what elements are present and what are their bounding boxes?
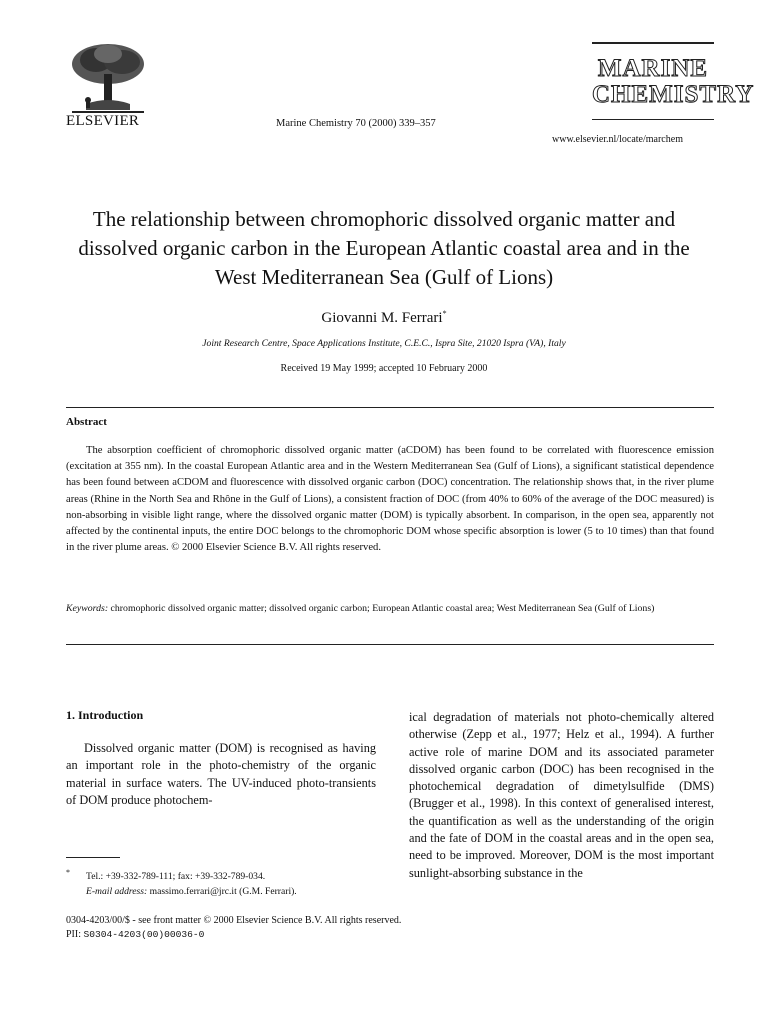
email-label: E-mail address: (86, 885, 148, 897)
journal-url[interactable]: www.elsevier.nl/locate/marchem (552, 134, 683, 145)
masthead-bottom-rule (592, 119, 714, 120)
author-line (60, 309, 708, 327)
journal-reference: Marine Chemistry 70 (2000) 339–357 (276, 118, 436, 129)
footnote-contact: Tel.: +39-332-789-111; fax: +39-332-789-034. (86, 871, 266, 883)
body-right-column: ical degradation of materials not photo-chemically altered otherwise (Zepp et al., 1977; Helz et al., 1994). A further active role of marine DOM and its associated parameter dissolved organic carbon (DOC) has been recognised in the photochemical degradation of dimetylsulfide (DMS) (Brugger et al., 1998). In this context of generalised interest, the quantification as well as the understanding of the origin and the fate of DOM in the coastal areas and in the open sea, need to be improved. Moreover, DOM is the most important sunlight-absorbing substance in the (409, 710, 714, 880)
received-dates: Received 19 May 1999; accepted 10 February 2000 (280, 363, 488, 374)
abstract-bottom-rule (66, 644, 714, 645)
author-footnote (66, 866, 386, 899)
author-affiliation: Joint Research Centre, Space Applications Institute, C.E.C., Ispra Site, 21020 Ispra (VA), Italy (202, 338, 566, 349)
elsevier-tree-logo-icon (66, 40, 150, 116)
front-matter-line: 0304-4203/00/$ - see front matter © 2000 Elsevier Science B.V. All rights reserved. (66, 915, 402, 926)
keywords-text: chromophoric dissolved organic matter; dissolved organic carbon; European Atlantic coastal area; West Mediterranean Sea (Gulf of Lions) (110, 603, 655, 614)
front-matter (66, 914, 401, 942)
masthead-line-1: MARINE (597, 55, 709, 82)
footnote-rule (66, 857, 120, 858)
author-footnote-mark[interactable]: * (442, 309, 447, 318)
footnote-mark: * (66, 868, 70, 877)
pii-label: PII: (66, 929, 81, 940)
masthead-line-2: CHEMISTRY (592, 81, 755, 108)
journal-masthead (592, 55, 755, 108)
keywords (66, 601, 714, 616)
keywords-label: Keywords: (66, 603, 109, 614)
abstract-heading: Abstract (66, 416, 107, 428)
publisher-name: ELSEVIER (66, 113, 140, 129)
abstract-text: The absorption coefficient of chromophoric dissolved organic matter (aCDOM) has been found to be correlated with fluorescence emission (excitation at 355 nm). In the coastal European Atlantic area and in the Western Mediterranean Sea (Gulf of Lions), a significant statistical dependence has been found between aCDOM and fluorescence with dissolved organic carbon (DOC) concentration. The relationship shows that, in the river plume areas (Rhine in the North Sea and Rhône in the Gulf of Lions), a consistent fraction of DOC (from 40% to 60% of the average of the DOC measured) is non-absorbing in visible light range, where the dissolved organic matter (DOM) is typically absorbent. In comparison, in the open sea, apparently not affected by the continental inputs, the entire DOC belongs to the chromophoric DOM whose specific absorption is lower (5 to 10 times) than that found in the river plume areas. © 2000 Elsevier Science B.V. All rights reserved. (66, 445, 714, 554)
body-left-column: Dissolved organic matter (DOM) is recognised as having an important role in the photo-chemistry of the organic material in surface waters. The UV-induced photo-transients of DOM produce photochem- (66, 741, 376, 807)
section-heading-introduction: 1. Introduction (66, 708, 144, 722)
author-email-link[interactable]: massimo.ferrari@jrc.it (G.M. Ferrari). (149, 885, 297, 897)
article-title: The relationship between chromophoric dissolved organic matter and dissolved organic carbon in the European Atlantic coastal area and in the West Mediterranean Sea (Gulf of Lions) (78, 207, 690, 289)
author-name: Giovanni M. Ferrari (321, 310, 443, 326)
masthead-top-rule (592, 42, 714, 44)
abstract-top-rule (66, 407, 714, 408)
pii-code: S0304-4203(00)00036-0 (83, 929, 205, 940)
